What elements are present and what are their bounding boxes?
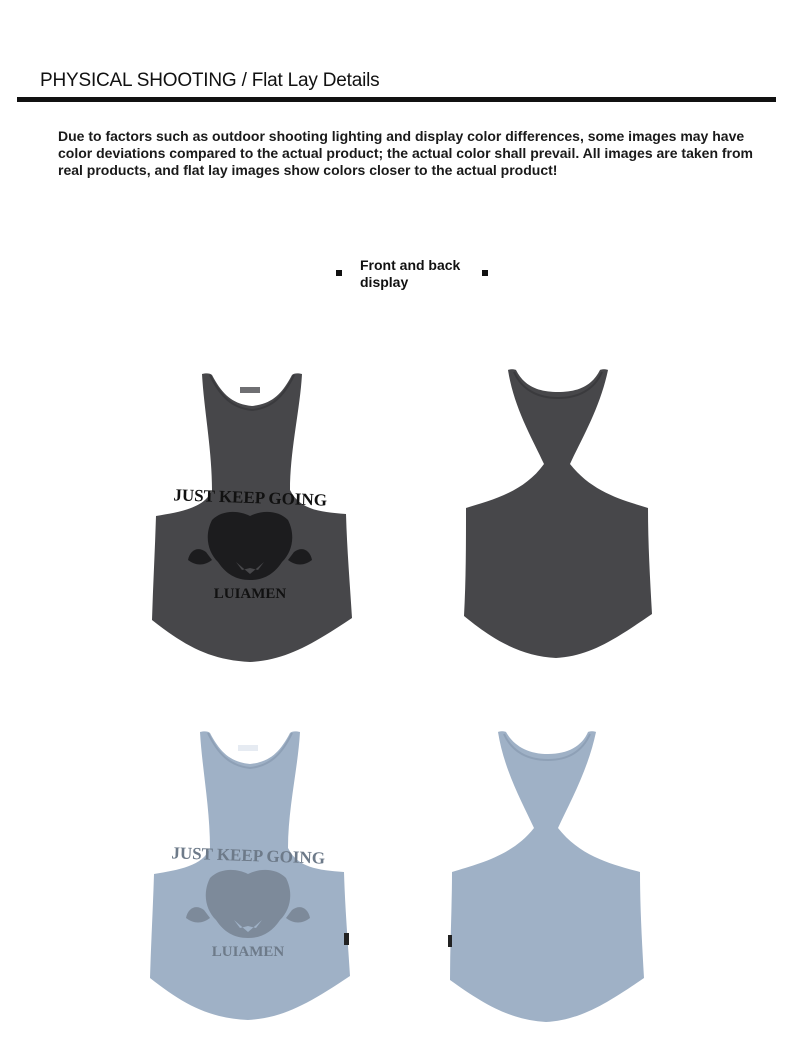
print-slogan: JUST KEEP GOING	[173, 485, 328, 510]
tank-blue-back-image	[448, 730, 646, 1025]
tank-dark-back-image	[462, 368, 654, 663]
display-caption-group	[335, 257, 495, 293]
section-title: PHYSICAL SHOOTING / Flat Lay Details	[40, 70, 380, 91]
title-divider	[17, 97, 776, 102]
color-notice: Due to factors such as outdoor shooting lighting and display color differences, some images may have color deviations compared to the actual product; the actual color shall prevail. All images are taken from real products, and flat lay images show colors closer to the actual product!	[58, 128, 753, 178]
display-caption: Front and back display	[360, 257, 461, 290]
print-brand: LUIAMEN	[213, 586, 287, 602]
print-slogan: JUST KEEP GOING	[171, 843, 326, 868]
bullet-left-icon	[336, 270, 342, 276]
tank-blue-front-image	[148, 728, 353, 1023]
bullet-right-icon	[482, 270, 488, 276]
print-brand: LUIAMEN	[211, 944, 285, 960]
tank-dark-front-image	[150, 370, 355, 665]
